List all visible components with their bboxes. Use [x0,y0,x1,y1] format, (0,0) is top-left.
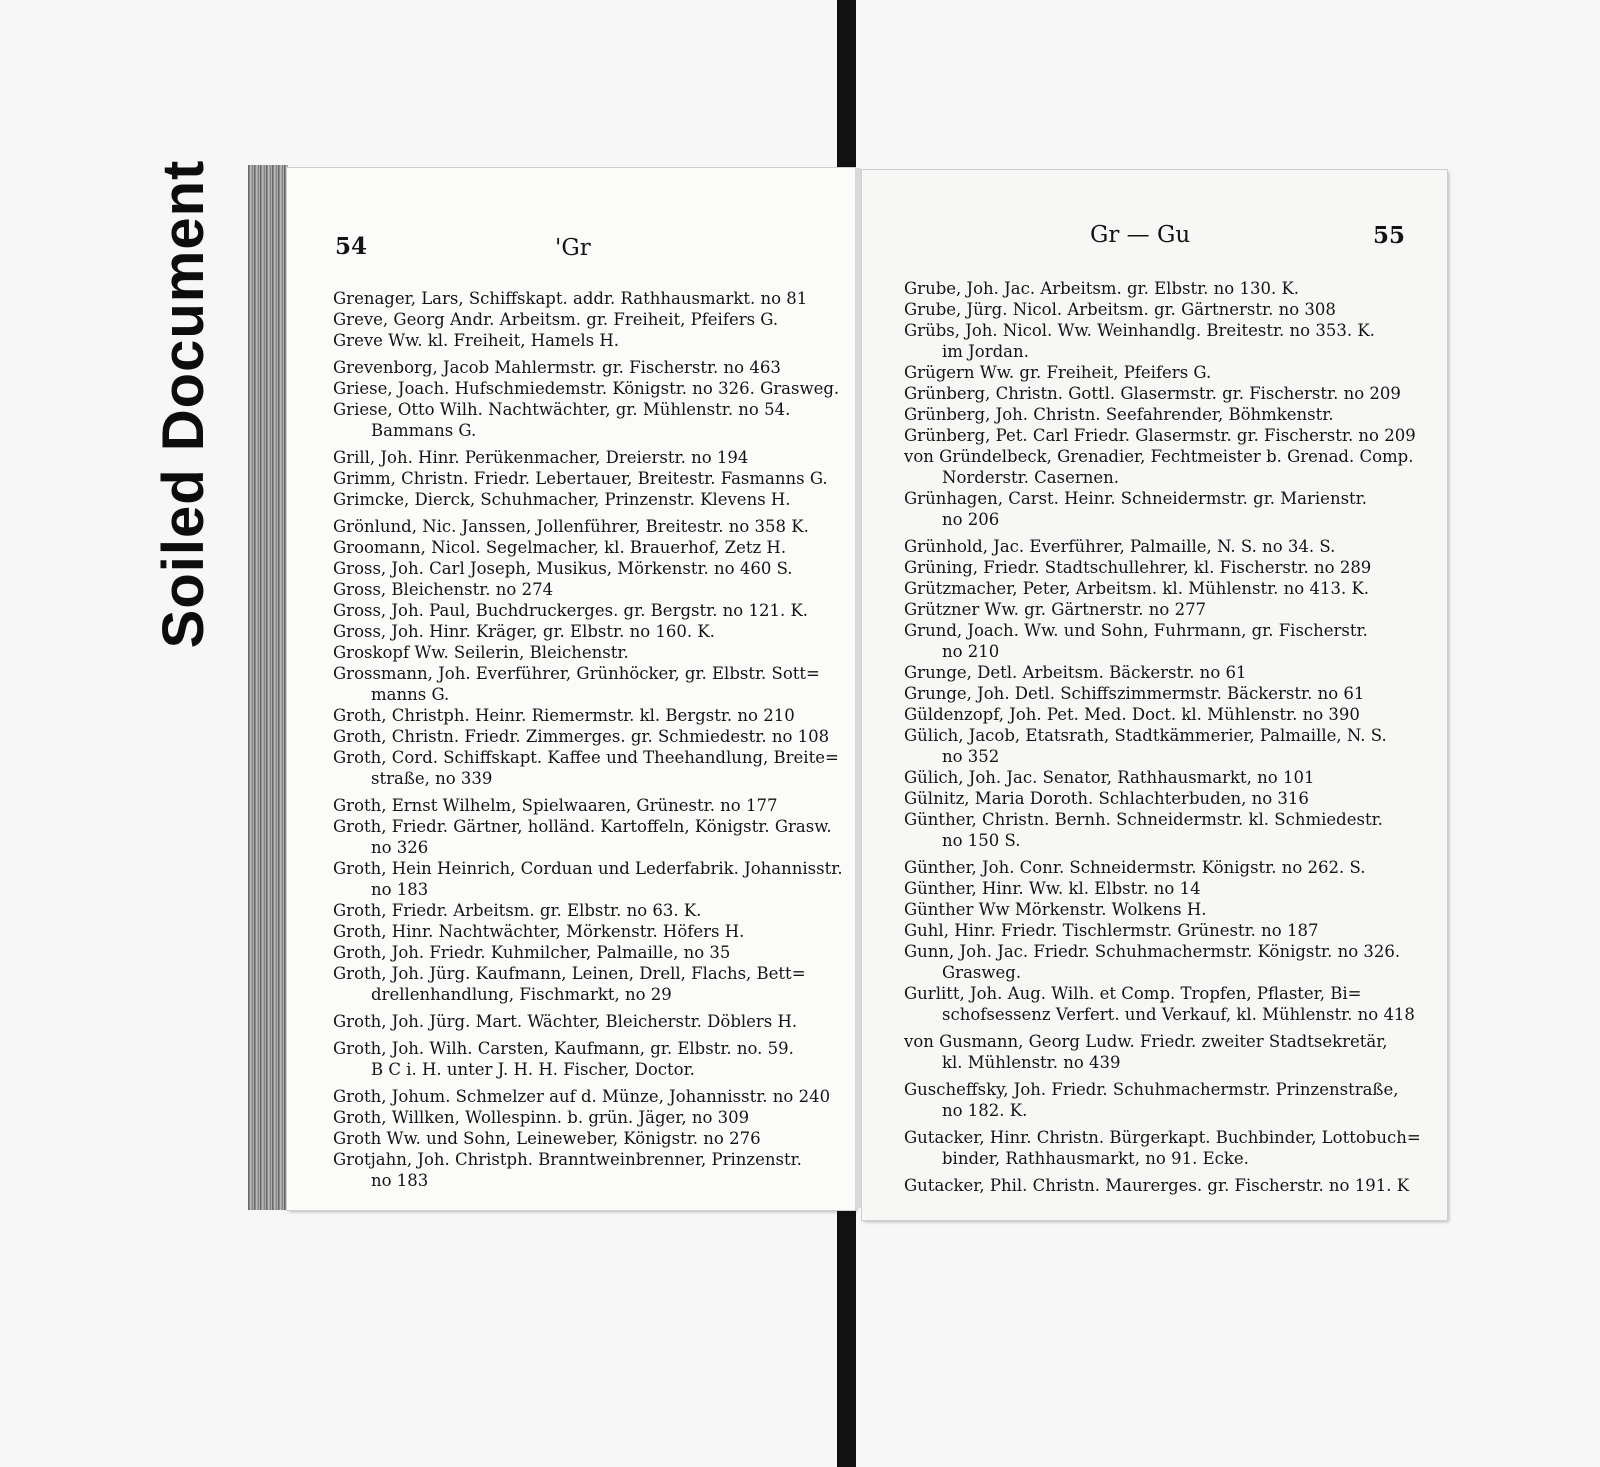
directory-entry: Grützmacher, Peter, Arbeitsm. kl. Mühlenstr. no 413. K. [904,579,1370,598]
directory-entry: Grossmann, Joh. Everführer, Grünhöcker, gr. Elbstr. Sott= [333,664,820,683]
directory-entry: Groth, Christph. Heinr. Riemermstr. kl. Bergstr. no 210 [333,706,795,725]
directory-entry: Grevenborg, Jacob Mahlermstr. gr. Fischerstr. no 463 [333,358,781,377]
directory-entry: Grünberg, Christn. Gottl. Glasermstr. gr. Fischerstr. no 209 [904,384,1401,403]
directory-entry: Günther, Christn. Bernh. Schneidermstr. kl. Schmiedestr. [904,810,1383,829]
directory-entry-continuation: no 326 [371,838,429,857]
directory-entry: Günther, Hinr. Ww. kl. Elbstr. no 14 [904,879,1201,898]
directory-entry-continuation: Bammans G. [371,421,477,440]
directory-entry: Grützner Ww. gr. Gärtnerstr. no 277 [904,600,1207,619]
directory-entry-continuation: B C i. H. unter J. H. H. Fischer, Doctor. [371,1060,695,1079]
directory-entry: Grunge, Joh. Detl. Schiffszimmermstr. Bäckerstr. no 61 [904,684,1365,703]
directory-entry: Grimm, Christn. Friedr. Lebertauer, Breitestr. Fasmanns G. [333,469,828,488]
directory-entry: Guscheffsky, Joh. Friedr. Schuhmachermstr. Prinzenstraße, [904,1080,1399,1099]
directory-entry: Grünberg, Joh. Christn. Seefahrender, Böhmkenstr. [904,405,1334,424]
page-edges [248,165,288,1210]
directory-entry: von Gründelbeck, Grenadier, Fechtmeister b. Grenad. Comp. [904,447,1414,466]
directory-entry-continuation: no 183 [371,880,429,899]
directory-entry: Groth, Joh. Friedr. Kuhmilcher, Palmaille, no 35 [333,943,731,962]
directory-entry-continuation: kl. Mühlenstr. no 439 [942,1053,1121,1072]
directory-entry: Grotjahn, Joh. Christph. Branntweinbrenner, Prinzenstr. [333,1150,802,1169]
directory-entry: Gross, Bleichenstr. no 274 [333,580,554,599]
directory-entry: Gutacker, Hinr. Christn. Bürgerkapt. Buchbinder, Lottobuch= [904,1128,1421,1147]
directory-entry: Groth, Joh. Wilh. Carsten, Kaufmann, gr. Elbstr. no. 59. [333,1039,794,1058]
directory-entry: Grünberg, Pet. Carl Friedr. Glasermstr. gr. Fischerstr. no 209 [904,426,1416,445]
directory-entry: Grenager, Lars, Schiffskapt. addr. Rathhausmarkt. no 81 [333,289,808,308]
directory-entry: Grübs, Joh. Nicol. Ww. Weinhandlg. Breitestr. no 353. K. [904,321,1375,340]
directory-entry: Groth, Ernst Wilhelm, Spielwaaren, Grünestr. no 177 [333,796,778,815]
book-spine-bottom [837,1210,856,1467]
directory-entry: Grügern Ww. gr. Freiheit, Pfeifers G. [904,363,1212,382]
directory-entry: Groth, Hinr. Nachtwächter, Mörkenstr. Höfers H. [333,922,745,941]
directory-entry: Groth Ww. und Sohn, Leineweber, Königstr. no 276 [333,1129,761,1148]
directory-entry: Groth, Joh. Jürg. Mart. Wächter, Bleicherstr. Döblers H. [333,1012,798,1031]
directory-entry: Groth, Joh. Jürg. Kaufmann, Leinen, Drell, Flachs, Bett= [333,964,806,983]
directory-entry: Grill, Joh. Hinr. Perükenmacher, Dreierstr. no 194 [333,448,749,467]
left-running-head: 'Gr [555,235,591,261]
directory-entry: Guhl, Hinr. Friedr. Tischlermstr. Grünestr. no 187 [904,921,1319,940]
directory-entry: Groth, Johum. Schmelzer auf d. Münze, Johannisstr. no 240 [333,1087,831,1106]
directory-entry-continuation: no 210 [942,642,1000,661]
directory-entry: von Gusmann, Georg Ludw. Friedr. zweiter Stadtsekretär, [904,1032,1388,1051]
directory-entry-continuation: Norderstr. Casernen. [942,468,1119,487]
left-entry-list [333,288,843,1191]
directory-entry: Gülich, Jacob, Etatsrath, Stadtkämmerier, Palmaille, N. S. [904,726,1387,745]
directory-entry: Grünhold, Jac. Everführer, Palmaille, N. S. no 34. S. [904,537,1336,556]
directory-entry: Groomann, Nicol. Segelmacher, kl. Brauerhof, Zetz H. [333,538,787,557]
directory-entry: Groth, Friedr. Arbeitsm. gr. Elbstr. no 63. K. [333,901,702,920]
directory-entry: Groth, Christn. Friedr. Zimmerges. gr. Schmiedestr. no 108 [333,727,830,746]
right-page-number: 55 [1373,222,1406,249]
directory-entry-continuation: schofsessenz Verfert. und Verkauf, kl. Mühlenstr. no 418 [942,1005,1415,1024]
directory-entry: Gurlitt, Joh. Aug. Wilh. et Comp. Tropfen, Pflaster, Bi= [904,984,1362,1003]
directory-entry: Gross, Joh. Hinr. Kräger, gr. Elbstr. no 160. K. [333,622,715,641]
directory-entry-continuation: no 352 [942,747,1000,766]
directory-entry: Grube, Joh. Jac. Arbeitsm. gr. Elbstr. no 130. K. [904,279,1300,298]
directory-entry: Günther Ww Mörkenstr. Wolkens H. [904,900,1207,919]
directory-entry-continuation: Grasweg. [942,963,1022,982]
gutter [855,168,861,1208]
directory-entry: Groth, Friedr. Gärtner, holländ. Kartoffeln, Königstr. Grasw. [333,817,832,836]
directory-entry: Groth, Willken, Wollespinn. b. grün. Jäger, no 309 [333,1108,750,1127]
directory-entry: Greve Ww. kl. Freiheit, Hamels H. [333,331,619,350]
directory-entry: Greve, Georg Andr. Arbeitsm. gr. Freiheit, Pfeifers G. [333,310,779,329]
left-page-number: 54 [335,233,368,260]
directory-entry: Gülnitz, Maria Doroth. Schlachterbuden, no 316 [904,789,1309,808]
directory-entry: Gülich, Joh. Jac. Senator, Rathhausmarkt, no 101 [904,768,1315,787]
directory-entry: Grünhagen, Carst. Heinr. Schneidermstr. gr. Marienstr. [904,489,1367,508]
directory-entry: Grönlund, Nic. Janssen, Jollenführer, Breitestr. no 358 K. [333,517,809,536]
directory-entry-continuation: drellenhandlung, Fischmarkt, no 29 [371,985,672,1004]
directory-entry: Gutacker, Phil. Christn. Maurerges. gr. Fischerstr. no 191. K [904,1176,1410,1195]
directory-entry: Groth, Hein Heinrich, Corduan und Lederfabrik. Johannisstr. [333,859,843,878]
directory-entry-continuation: no 150 S. [942,831,1021,850]
directory-entry: Grund, Joach. Ww. und Sohn, Fuhrmann, gr. Fischerstr. [904,621,1368,640]
directory-entry: Grunge, Detl. Arbeitsm. Bäckerstr. no 61 [904,663,1247,682]
right-running-head: Gr — Gu [1090,222,1191,248]
directory-entry-continuation: no 182. K. [942,1101,1028,1120]
directory-entry-continuation: binder, Rathhausmarkt, no 91. Ecke. [942,1149,1249,1168]
directory-entry: Güldenzopf, Joh. Pet. Med. Doct. kl. Mühlenstr. no 390 [904,705,1360,724]
directory-entry: Groth, Cord. Schiffskapt. Kaffee und Theehandlung, Breite= [333,748,839,767]
directory-entry-continuation: straße, no 339 [371,769,493,788]
directory-entry: Griese, Joach. Hufschmiedemstr. Königstr. no 326. Grasweg. [333,379,840,398]
directory-entry: Grüning, Friedr. Stadtschullehrer, kl. Fischerstr. no 289 [904,558,1372,577]
directory-entry-continuation: im Jordan. [942,342,1029,361]
directory-entry: Groskopf Ww. Seilerin, Bleichenstr. [333,643,629,662]
directory-entry: Gross, Joh. Paul, Buchdruckerges. gr. Bergstr. no 121. K. [333,601,809,620]
directory-entry-continuation: manns G. [371,685,450,704]
banner-text: Soiled Document [151,159,216,649]
book-spine-top [837,0,856,178]
directory-entry-continuation: no 183 [371,1171,429,1190]
directory-entry: Gross, Joh. Carl Joseph, Musikus, Mörkenstr. no 460 S. [333,559,793,578]
directory-entry: Günther, Joh. Conr. Schneidermstr. Königstr. no 262. S. [904,858,1366,877]
soiled-document-banner [145,158,223,650]
directory-entry: Griese, Otto Wilh. Nachtwächter, gr. Mühlenstr. no 54. [333,400,791,419]
right-entry-list [904,278,1424,1196]
directory-entry: Grimcke, Dierck, Schuhmacher, Prinzenstr. Klevens H. [333,490,791,509]
directory-entry: Grube, Jürg. Nicol. Arbeitsm. gr. Gärtnerstr. no 308 [904,300,1336,319]
directory-entry-continuation: no 206 [942,510,1000,529]
directory-entry: Gunn, Joh. Jac. Friedr. Schuhmachermstr. Königstr. no 326. [904,942,1401,961]
